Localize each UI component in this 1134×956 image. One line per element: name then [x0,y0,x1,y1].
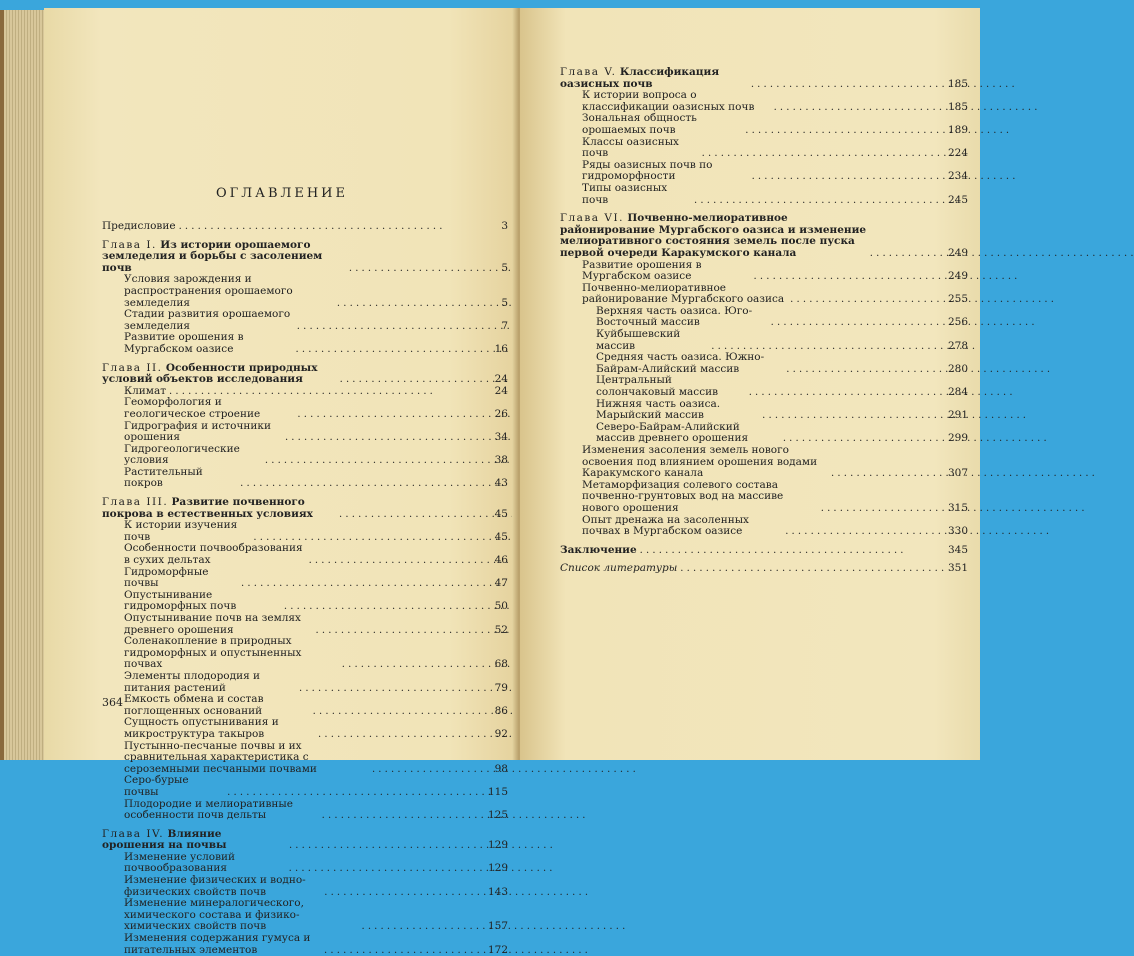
dot-leader [240,478,487,490]
toc-entry-title [560,545,637,557]
toc-entry-title [560,563,677,575]
toc-page-number: 249 [947,246,968,259]
toc-entry [102,467,508,490]
toc-title-text: Опустынивание гидроморфных почв [124,588,237,613]
toc-page-number: 115 [487,785,508,798]
dot-leader [339,509,487,521]
toc-entry-title [596,329,708,352]
toc-entry-title [596,375,746,398]
toc-title-text: Средняя часть оазиса. Южно-Байрам-Алийский массив [596,351,765,375]
dot-leader [680,563,945,575]
toc-title-text: Условия зарождения и распространения орошаемого земледелия [124,273,293,309]
toc-page-number: 92 [494,727,508,740]
toc-entry-title [102,240,346,275]
toc-title-text: Изменение минералогического, химического состава и физико-химических свойств почв [124,897,304,933]
toc-page-number: 172 [487,943,508,956]
toc-page-number: 255 [947,293,968,306]
toc-entry-title [124,309,294,332]
toc-title-text: Гидроморфные почвы [124,565,209,590]
toc-page-number: 98 [494,762,508,775]
toc-title-text: Предисловие [102,220,176,232]
toc-title-text: Изменения содержания гумуса и питательных элементов [124,932,311,956]
dot-leader [296,344,487,356]
toc-title-text: Северо-Байрам-Алийский массив древнего орошения [596,420,749,445]
toc-entry [102,694,508,717]
toc-title-text: Развитие орошения в Мургабском оазисе [582,258,702,283]
toc-heading: ОГЛАВЛЕНИЕ [215,186,348,201]
toc-title-text: Развитие почвенного покрова в естественных условиях [102,496,313,520]
toc-title-text: Элементы плодородия и питания растений [124,669,261,694]
chapter-label: Глава II. [102,361,163,374]
toc-page-number: 189 [947,123,968,136]
toc-title-text: Изменения засоления земель нового освоения под влиянием орошения водами Каракумского канала [582,444,818,480]
dot-leader [752,171,945,183]
toc-title-text: Гидрогеологические условия [124,442,240,467]
toc-entry-title [124,332,293,355]
toc-entry [102,421,508,444]
dot-leader [289,840,485,852]
toc-entry-title [124,397,294,420]
toc-entry [102,671,508,694]
dot-leader [309,555,487,567]
toc-page-number: 125 [487,809,508,822]
dot-leader [831,468,945,480]
toc-entry-title [560,67,748,90]
toc-title-text: Стадии развития орошаемого земледелия [124,308,291,332]
dot-leader [640,545,945,557]
toc-entry-title [596,399,759,422]
toc-page-number: 24 [494,373,508,386]
toc-title-text: Особенности почвообразования в сухих дельтах [124,542,303,567]
toc-page-number: 284 [947,386,968,399]
toc-entry-title [102,829,286,852]
toc-right-list [560,60,968,575]
toc-entry [102,775,508,798]
dot-leader [821,503,945,515]
toc-title-text: Развитие орошения в Мургабском оазисе [124,331,244,355]
chapter-label: Глава V. [560,66,617,78]
dot-leader [322,810,485,822]
toc-title-text: Опустынивание почв на землях древнего орошения [124,612,301,636]
toc-page-number: 129 [487,862,508,875]
toc-entry-title [124,467,237,490]
dot-leader [754,271,945,283]
dot-leader [299,683,487,695]
dot-leader [324,887,485,899]
toc-title-text: К истории изучения почв [124,519,238,543]
toc-entry [102,444,508,467]
toc-page-number: 7 [501,319,508,332]
toc-page-number: 345 [947,543,968,556]
toc-entry [560,329,968,352]
toc-title-text: Список литературы [560,562,678,575]
toc-entry-title [124,421,282,444]
toc-title-text: Опыт дренажа на засоленных почвах в Мургабском оазисе [582,513,749,538]
toc-entry [560,160,968,183]
dot-leader [774,102,945,114]
toc-title-text: Заключение [560,543,637,556]
toc-entry-title [102,221,176,233]
toc-entry-title [124,613,312,636]
dot-leader [786,364,945,376]
dot-leader [241,578,487,590]
toc-entry [560,67,968,90]
toc-entry [102,520,508,543]
toc-entry [560,480,968,515]
toc-entry-title [582,183,691,206]
toc-title-text: Изменение физических и водно-физических свойств почв [124,874,306,898]
toc-entry-title [124,799,319,822]
toc-entry-title [560,213,867,259]
chapter-label: Глава IV. [102,827,165,840]
toc-entry-title [124,567,238,590]
dot-leader [785,526,945,538]
dot-leader [315,625,487,637]
toc-entry-title [582,113,742,136]
toc-title-text: Плодородие и мелиоративные особенности почв дельты [124,797,293,822]
dot-leader [749,387,945,399]
dot-leader [783,433,945,445]
dot-leader [289,863,485,875]
toc-entry [102,799,508,822]
toc-entry [560,399,968,422]
dot-leader [297,321,487,333]
toc-entry [102,741,508,776]
toc-entry [560,445,968,480]
toc-entry [102,274,508,309]
toc-entry [102,543,508,566]
toc-entry-title [582,515,782,538]
toc-page-number: 68 [494,658,508,671]
toc-entry [102,332,508,355]
toc-entry-title [124,520,250,543]
toc-entry [102,933,508,956]
toc-title-text: Серо-бурые почвы [124,774,189,798]
toc-title-text: Типы оазисных почв [582,181,668,206]
toc-page-number: 185 [947,77,968,90]
toc-entry-title [124,898,358,933]
toc-entry-title [124,852,286,875]
toc-page-number: 50 [494,600,508,613]
toc-entry-title [124,875,321,898]
toc-title-text: Гидрография и источники орошения [124,419,271,444]
toc-entry [560,563,968,575]
dot-leader [745,125,945,137]
toc-title-text: Сущность опустынивания и микроструктура такыров [124,716,279,740]
toc-page-number: 157 [487,920,508,933]
toc-entry [560,545,968,557]
toc-entry [560,283,968,306]
toc-entry-title [102,497,336,520]
toc-entry [102,221,508,233]
toc-title-text: К истории вопроса о классификации оазисных почв [582,89,755,113]
toc-page-number: 256 [947,316,968,329]
toc-title-text: Растительный покров [124,465,203,490]
toc-entry [560,113,968,136]
dot-leader [702,148,945,160]
toc-title-text: Пустынно-песчаные почвы и их сравнительная характеристика с сероземными песчаными почвами [124,739,317,775]
toc-entry-title [124,933,321,956]
toc-page-number: 307 [947,467,968,480]
dot-leader [361,921,484,933]
toc-entry [102,309,508,332]
toc-entry-title [124,717,315,740]
toc-page-number: 24 [494,384,508,397]
toc-page-number: 249 [947,270,968,283]
toc-entry-title [582,137,699,160]
toc-page-number: 45 [494,530,508,543]
toc-entry [102,363,508,386]
toc-page-number: 47 [494,577,508,590]
toc-entry [102,567,508,590]
toc-entry-title [596,306,768,329]
dot-leader [265,455,487,467]
toc-page-number: 280 [947,362,968,375]
toc-title-text: Изменение условий почвообразования [124,850,235,875]
toc-entry [102,590,508,613]
toc-page-number: 278 [947,339,968,352]
dot-leader [790,294,945,306]
toc-entry [560,137,968,160]
toc-page-number: 315 [947,501,968,514]
right-page [520,8,980,760]
toc-entry [560,90,968,113]
toc-title-text: Классы оазисных почв [582,135,679,160]
toc-entry [560,352,968,375]
toc-entry-title [596,422,780,445]
toc-page-number: 26 [494,407,508,420]
toc-title-text: Емкость обмена и состав поглощенных оснований [124,693,264,717]
toc-title-text: Из истории орошаемого земледелия и борьбы с засолением почв [102,238,323,274]
toc-entry-title [596,352,783,375]
toc-title-text: Центральный солончаковый массив [596,374,718,399]
dot-leader [762,410,945,422]
dot-leader [694,195,945,207]
dot-leader [179,221,487,233]
toc-entry-title [124,694,310,717]
toc-entry [560,375,968,398]
toc-page-number: 34 [494,431,508,444]
toc-title-text: Верхняя часть оазиса. Юго-Восточный массив [596,304,753,329]
toc-entry [560,213,968,259]
dot-leader [337,298,487,310]
toc-page-number: 185 [947,100,968,113]
toc-entry-title [124,444,262,467]
toc-entry [560,260,968,283]
dot-leader [340,374,487,386]
toc-entry [102,898,508,933]
toc-page-number: 45 [494,507,508,520]
toc-title-text: Зональная общность орошаемых почв [582,112,697,136]
toc-page-number: 43 [494,477,508,490]
toc-page-number: 299 [947,432,968,445]
dot-leader [313,706,487,718]
toc-page-number: 351 [947,562,968,575]
toc-entry [560,183,968,206]
toc-entry [102,717,508,740]
toc-left-list [102,221,508,956]
dot-leader [342,659,487,671]
toc-title-text: Классификация оазисных почв [560,66,720,90]
toc-title-text: Куйбышевский массив [596,328,681,352]
toc-page-number: 224 [947,147,968,160]
toc-entry-title [124,741,369,776]
toc-entry [102,613,508,636]
dot-leader [372,764,487,776]
toc-title-text: Ряды оазисных почв по гидроморфности [582,158,713,183]
toc-entry-title [582,160,749,183]
toc-entry-title [582,480,818,515]
toc-page-number: 330 [947,525,968,538]
dot-leader [324,945,485,956]
toc-entry-title [124,590,281,613]
dot-leader [285,432,487,444]
toc-page-number: 16 [494,342,508,355]
toc-entry [102,852,508,875]
toc-entry-title [124,671,296,694]
toc-entry-title [582,90,771,113]
toc-page-number: 79 [494,681,508,694]
page-number: 364 [102,696,123,709]
toc-title-text: Геоморфология и геологическое строение [124,396,261,420]
toc-entry-title [102,363,337,386]
toc-entry [560,515,968,538]
toc-page-number: 5 [501,296,508,309]
dot-leader [349,263,487,275]
toc-page-number: 245 [947,193,968,206]
toc-entry [560,422,968,445]
left-page [44,8,520,956]
toc-page-number: 3 [501,220,508,232]
toc-entry [102,829,508,852]
dot-leader [751,79,945,91]
toc-entry-title [124,775,224,798]
toc-title-text: Влияние орошения на почвы [102,827,227,852]
toc-title-text: Нижняя часть оазиса. Марыйский массив [596,397,721,422]
toc-entry-title [582,445,828,480]
toc-entry [102,875,508,898]
toc-title-text: Почвенно-мелиоративное районирование Мургабского оазиса и изменение мелиоративного состояния земель после пуска первой очереди Каракумского канала [560,212,867,259]
toc-page-number: 129 [487,839,508,852]
dot-leader [870,248,945,260]
toc-title-text: Соленакопление в природных гидроморфных и опустыненных почвах [124,635,302,671]
toc-page-number: 143 [487,885,508,898]
toc-entry-title [582,260,751,283]
toc-title-text: Метаморфизация солевого состава почвенно-грунтовых вод на массиве нового орошения [582,478,784,514]
toc-page-number: 52 [494,623,508,636]
toc-page-number: 86 [494,704,508,717]
toc-entry-title [582,283,787,306]
toc-entry [102,636,508,671]
dot-leader [297,409,487,421]
toc-page-number: 291 [947,409,968,422]
toc-page-number: 234 [947,170,968,183]
toc-page-number: 38 [494,454,508,467]
chapter-label: Глава VI. [560,212,624,225]
toc-title-text: Почвенно-мелиоративное районирование Мургабского оазиса [582,281,785,306]
toc-entry [102,497,508,520]
toc-entry-title [124,543,306,566]
toc-title-text: Особенности природных условий объектов исследования [102,361,318,386]
toc-entry-title [124,636,339,671]
toc-entry [560,306,968,329]
toc-entry [102,240,508,275]
dot-leader [284,601,487,613]
dot-leader [771,317,945,329]
toc-page-number: 46 [494,554,508,567]
chapter-label: Глава III. [102,496,169,509]
dot-leader [318,729,487,741]
toc-title-text: Климат [124,384,167,397]
toc-entry-title [124,274,334,309]
chapter-label: Глава I. [102,238,157,251]
toc-entry [102,397,508,420]
toc-page-number: 5 [501,261,508,274]
